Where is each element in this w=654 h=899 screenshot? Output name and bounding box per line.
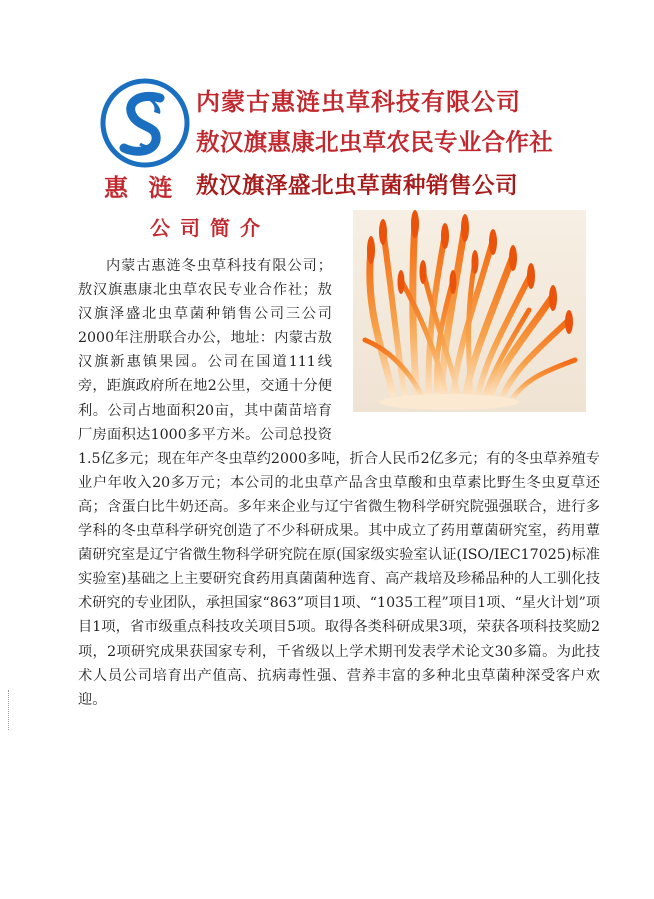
section-title: 公司简介 bbox=[150, 216, 270, 240]
page-edge-mark bbox=[8, 690, 11, 730]
company-name-3: 敖汉旗泽盛北虫草菌种销售公司 bbox=[196, 173, 519, 199]
intro-paragraph: 内蒙古惠涟冬虫草科技有限公司；敖汉旗惠康北虫草农民专业合作社；敖汉旗泽盛北虫草菌种销售公司三公司2000年注册联合办公，地址：内蒙古敖汉旗新惠镇果园。公司在国道111线旁，距旗政府所在地2公里，交通十分便利。公司占地面积20亩，其中菌苗培育厂房面积达1000多平方米。公司总投资1.5亿多元；现在年产冬虫草约2000多吨，折合人民币2亿多元；有的冬虫草养殖专业户年收入20多万元；本公司的北虫草产品含虫草酸和虫草素比野生冬虫夏草还高；含蛋白比牛奶还高。多年来企业与辽宁省微生物科学研究院强强联合，进行多学科的冬虫草科学研究创造了不少科研成果。其中成立了药用蕈菌研究室，药用蕈菌研究室是辽宁省微生物科学研究院在原(国家级实验室认证(ISO/IEC17025)标准实验室)基础之上主要研究食药用真菌菌种选育、高产栽培及珍稀品种的人工驯化技术研究的专业团队，承担国家“863”项目1项、“1035工程”项目1项、“星火计划”项目1项，省市级重点科技攻关项目5项。取得各类科研成果3项，荣获各项科技奖励2项，2项研究成果获国家专利，千省级以上学术期刊发表学术论文30多篇。为此技术人员公司培育出产值高、抗病毒性强、营养丰富的多种北虫草菌种深受客户欢迎。 bbox=[78, 258, 601, 708]
company-name-1: 内蒙古惠涟虫草科技有限公司 bbox=[196, 87, 521, 116]
logo-brand-text: 惠 涟 bbox=[104, 173, 179, 202]
company-name-2: 敖汉旗惠康北虫草农民专业合作社 bbox=[196, 128, 553, 156]
company-intro-text bbox=[78, 254, 600, 712]
photo-wrap-spacer bbox=[332, 254, 600, 425]
company-logo-icon bbox=[100, 78, 190, 168]
